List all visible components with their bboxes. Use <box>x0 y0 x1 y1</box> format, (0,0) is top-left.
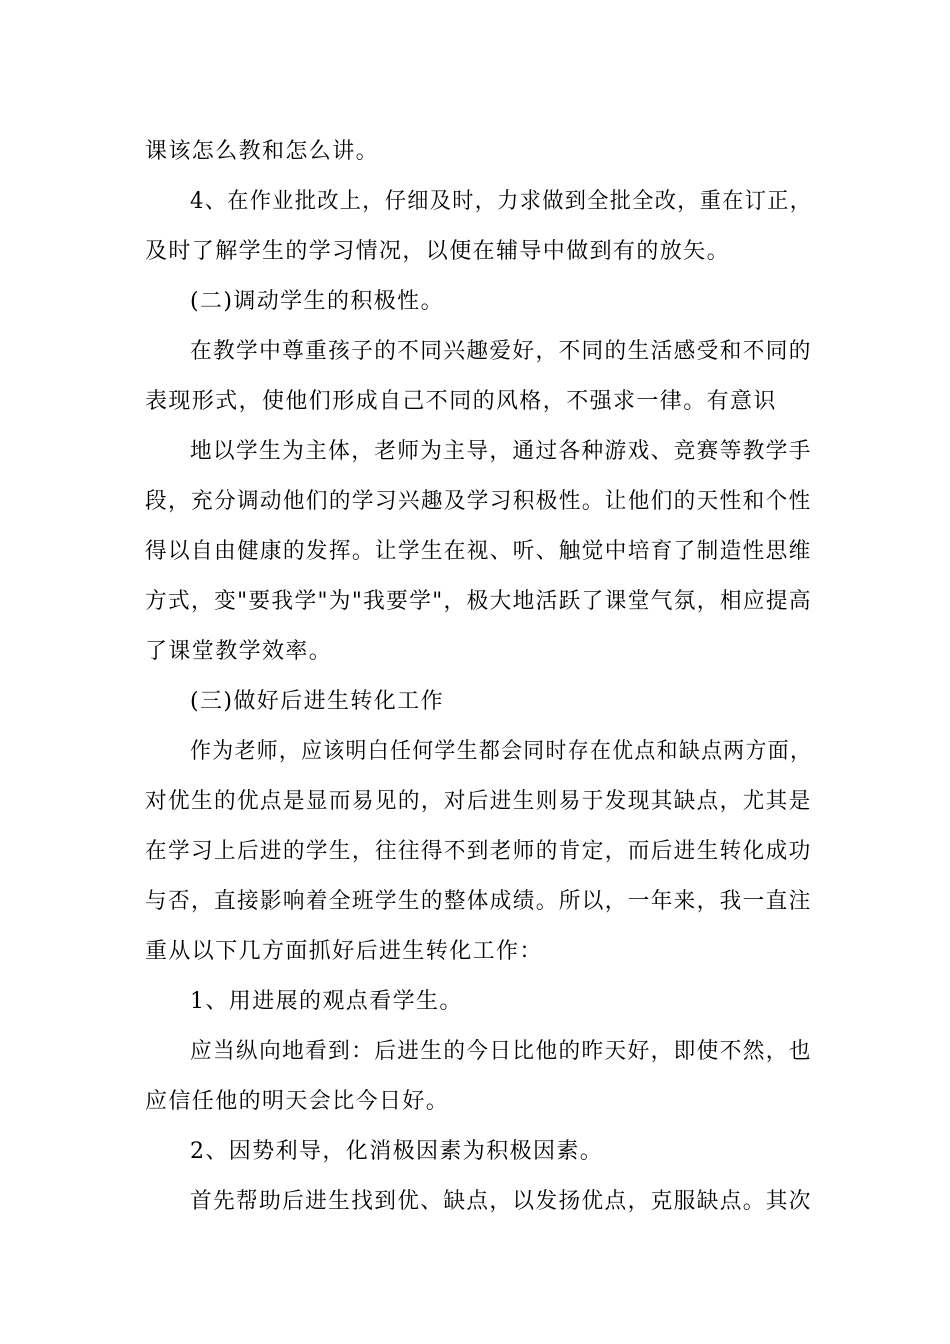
section-heading: (二)调动学生的积极性。 <box>190 289 444 314</box>
list-item: 2、因势利导，化消极因素为积极因素。 <box>190 1139 604 1164</box>
text-line: 表现形式，使他们形成自己不同的风格，不强求一律。有意识 <box>145 389 777 414</box>
text-line: 应信任他的明天会比今日好。 <box>145 1089 450 1114</box>
text-line: 及时了解学生的学习情况，以便在辅导中做到有的放矢。 <box>145 239 731 264</box>
text-line: 得以自由健康的发挥。让学生在视、听、触觉中培育了制造性思维 <box>145 539 812 564</box>
section-heading: (三)做好后进生转化工作 <box>190 689 444 714</box>
text-line: 应当纵向地看到：后进生的今日比他的昨天好，即使不然，也 <box>190 1039 812 1064</box>
text-line: 与否，直接影响着全班学生的整体成绩。所以，一年来，我一直注 <box>145 889 812 914</box>
text-line: 对优生的优点是显而易见的，对后进生则易于发现其缺点，尤其是 <box>145 789 812 814</box>
text-line: 地以学生为主体，老师为主导，通过各种游戏、竞赛等教学手 <box>190 439 812 464</box>
text-line: 在教学中尊重孩子的不同兴趣爱好，不同的生活感受和不同的 <box>190 339 812 364</box>
text-line: 在学习上后进的学生，往往得不到老师的肯定，而后进生转化成功 <box>145 839 812 864</box>
text-line: 段，充分调动他们的学习兴趣及学习积极性。让他们的天性和个性 <box>145 489 812 514</box>
text-line: 4、在作业批改上，仔细及时，力求做到全批全改，重在订正， <box>190 189 813 214</box>
text-line: 重从以下几方面抓好后进生转化工作： <box>145 939 543 964</box>
text-line: 方式，变"要我学"为"我要学"，极大地活跃了课堂气氛，相应提高 <box>145 589 812 614</box>
text-line: 首先帮助后进生找到优、缺点，以发扬优点，克服缺点。其次 <box>190 1189 812 1214</box>
text-line: 作为老师，应该明白任何学生都会同时存在优点和缺点两方面， <box>190 739 813 764</box>
list-item: 1、用进展的观点看学生。 <box>190 989 463 1014</box>
text-line: 课该怎么教和怎么讲。 <box>145 139 380 164</box>
text-line: 了课堂教学效率。 <box>145 639 333 664</box>
